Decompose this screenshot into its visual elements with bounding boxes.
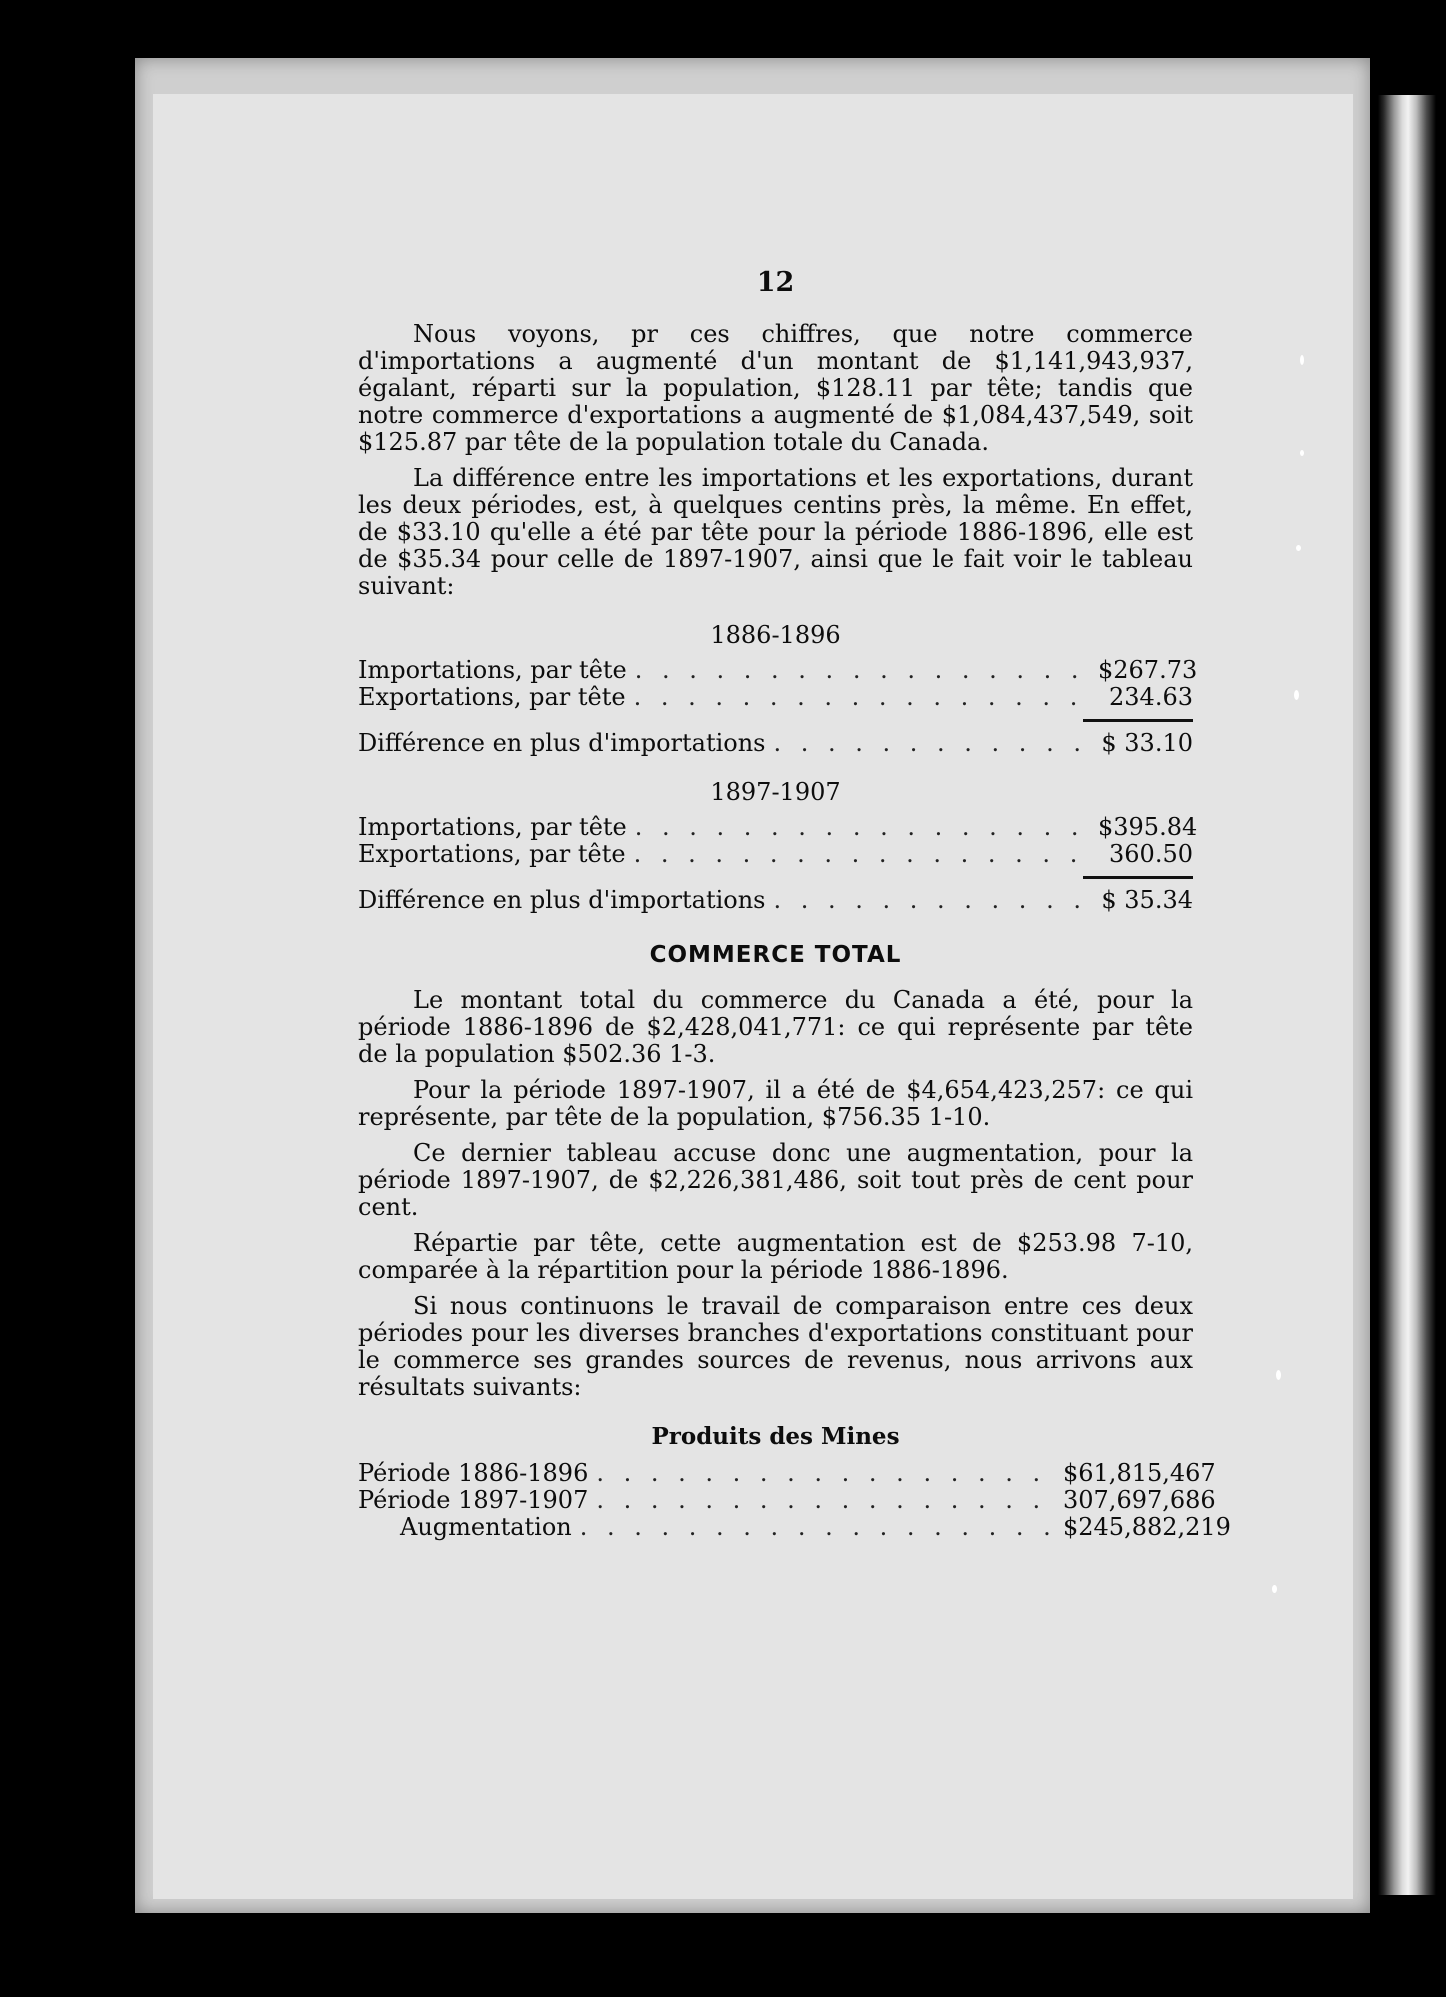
sum-rule bbox=[1083, 719, 1193, 722]
row-value: $61,815,467 bbox=[1063, 1459, 1216, 1487]
scan-speck bbox=[1300, 355, 1304, 365]
row-value: $ 35.34 bbox=[1101, 886, 1193, 914]
paragraph-total-2: Pour la période 1897-1907, il a été de $4,654,423,257: ce qui représente, par tête de la population, $756.35 1-10. bbox=[358, 1076, 1193, 1131]
row-value: $245,882,219 bbox=[1063, 1513, 1231, 1541]
page-number: 12 bbox=[756, 267, 795, 298]
row-value: $267.73 bbox=[1098, 656, 1198, 684]
page-body bbox=[153, 94, 1353, 1899]
row-value: $ 33.10 bbox=[1101, 729, 1193, 757]
row-value: 360.50 bbox=[1109, 840, 1193, 868]
scan-speck bbox=[1276, 1370, 1281, 1380]
row-label: Période 1886-1896 bbox=[358, 1459, 589, 1487]
mines-title: Produits des Mines bbox=[651, 1423, 900, 1450]
page-content bbox=[358, 267, 1231, 1541]
scan-speck bbox=[1272, 1585, 1277, 1593]
paragraph-imports-exports: Nous voyons, pr ces chiffres, que notre commerce d'importations a augmenté d'un montant de $1,141,943,937, égalant, réparti sur la population, $128.11 par tête; tandis que notre commerce d'exportations a augmenté de $1,084,437,549, soit $125.87 par tête de la population totale du Canada. bbox=[358, 320, 1193, 456]
table-heading-1897: 1897-1907 bbox=[710, 778, 841, 806]
paragraph-total-4: Répartie par tête, cette augmentation est de $253.98 7-10, comparée à la répartition pour la période 1886-1896. bbox=[358, 1229, 1193, 1284]
book-spine bbox=[1378, 95, 1436, 1895]
paragraph-total-3: Ce dernier tableau accuse donc une augmentation, pour la période 1897-1907, de $2,226,381,486, soit tout près de cent pour cent. bbox=[358, 1139, 1193, 1221]
row-value: 307,697,686 bbox=[1063, 1486, 1216, 1514]
paragraph-difference: La différence entre les importations et les exportations, durant les deux périodes, est, à quelques centins près, la même. En effet, de $33.10 qu'elle a été par tête pour la période 1886-1896, elle est de $35.34 pour celle de 1897-1907, ainsi que le fait voir le tableau suivant: bbox=[358, 464, 1193, 600]
row-label: Exportations, par tête bbox=[358, 683, 626, 711]
row-label: Importations, par tête bbox=[358, 813, 627, 841]
paragraph-total-5: Si nous continuons le travail de comparaison entre ces deux périodes pour les diverses branches d'exportations constituant pour le commerce ses grandes sources de revenus, nous arrivons aux résultats suivants: bbox=[358, 1292, 1193, 1401]
leader-dots bbox=[635, 657, 1090, 684]
leader-dots bbox=[580, 1514, 1055, 1541]
leader-dots bbox=[596, 1460, 1055, 1487]
leader-dots bbox=[773, 887, 1090, 914]
scan-speck bbox=[1296, 545, 1301, 551]
table-row bbox=[358, 656, 1198, 684]
row-value: 234.63 bbox=[1109, 683, 1193, 711]
table-row bbox=[358, 1486, 1216, 1514]
table-row bbox=[358, 1513, 1231, 1541]
leader-dots bbox=[634, 841, 1090, 868]
scan-speck bbox=[1294, 690, 1299, 700]
table-row bbox=[358, 813, 1198, 841]
table-row bbox=[358, 841, 1193, 868]
leader-dots bbox=[635, 814, 1090, 841]
scan-speck bbox=[1300, 450, 1304, 456]
table-row-difference bbox=[358, 730, 1193, 757]
leader-dots bbox=[773, 730, 1090, 757]
book-page bbox=[135, 58, 1370, 1913]
sum-rule bbox=[1083, 876, 1193, 879]
leader-dots bbox=[596, 1487, 1055, 1514]
leader-dots bbox=[634, 684, 1090, 711]
row-label: Exportations, par tête bbox=[358, 840, 626, 868]
table-heading-1886: 1886-1896 bbox=[710, 621, 841, 649]
table-row bbox=[358, 1459, 1216, 1487]
paragraph-total-1: Le montant total du commerce du Canada a été, pour la période 1886-1896 de $2,428,041,771: ce qui représente par tête de la population $502.36 1-3. bbox=[358, 986, 1193, 1068]
row-label: Augmentation bbox=[400, 1513, 572, 1541]
row-label: Importations, par tête bbox=[358, 656, 627, 684]
table-row-difference bbox=[358, 887, 1193, 914]
row-label: Différence en plus d'importations bbox=[358, 729, 766, 757]
row-value: $395.84 bbox=[1098, 813, 1198, 841]
section-title: COMMERCE TOTAL bbox=[649, 942, 902, 968]
table-row bbox=[358, 684, 1193, 711]
row-label: Différence en plus d'importations bbox=[358, 886, 766, 914]
row-label: Période 1897-1907 bbox=[358, 1486, 589, 1514]
